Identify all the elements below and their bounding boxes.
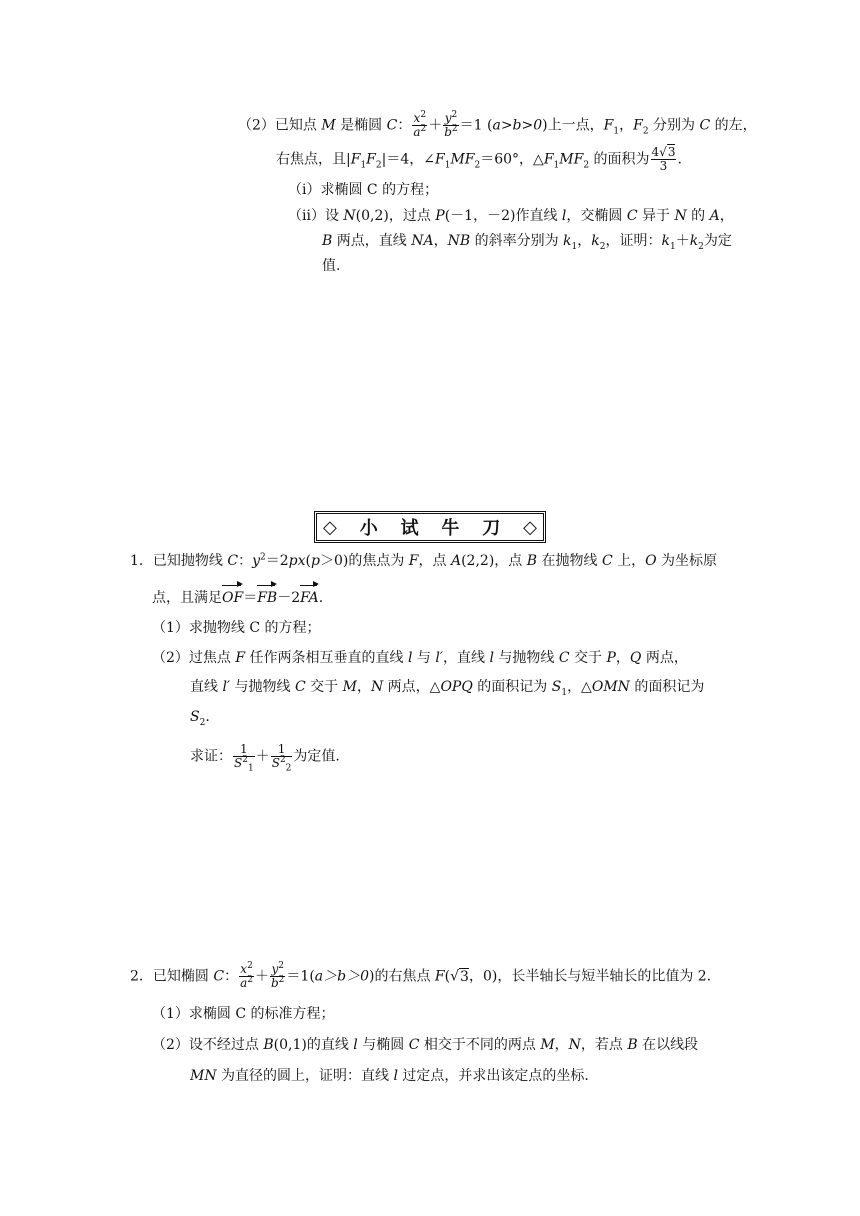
math-var: MN xyxy=(190,1068,217,1084)
diamond-icon: ◇ xyxy=(323,516,337,538)
text: ＝60°，△ xyxy=(480,151,544,168)
text: ＝1( xyxy=(286,968,315,985)
text: 任作两条相互垂直的直线 xyxy=(245,650,408,666)
math-var: S xyxy=(190,709,200,725)
math-var: l xyxy=(353,1037,358,1053)
math-var: F xyxy=(235,650,246,666)
text: ＝ xyxy=(243,590,258,606)
text: (－1，－2)作直线 xyxy=(444,208,562,224)
text: 的左， xyxy=(710,117,757,134)
math-var: N xyxy=(674,208,687,224)
radicand: 3 xyxy=(667,145,676,159)
text: ，点 xyxy=(418,553,451,569)
subscript: 1 xyxy=(571,241,578,252)
text: ， xyxy=(356,679,371,695)
exponent: 2 xyxy=(278,975,285,985)
text: ( xyxy=(444,968,451,985)
heading-char: 小 xyxy=(359,518,378,539)
math-var: P xyxy=(435,208,445,224)
text: 的 xyxy=(686,208,710,224)
exponent: 2 xyxy=(247,975,253,985)
math-var: C xyxy=(295,679,306,695)
exponent: 2 xyxy=(278,961,284,971)
math-var: a>b>0 xyxy=(492,117,543,134)
math-var: B xyxy=(263,1037,274,1053)
fraction-1-S2sq xyxy=(271,742,293,774)
math-var: k xyxy=(661,233,670,249)
heading-char: 刀 xyxy=(482,518,501,539)
math-var: l xyxy=(489,650,494,666)
math-var: x xyxy=(413,111,421,125)
math-var: F xyxy=(434,151,445,168)
math-var: NB xyxy=(447,233,471,249)
math-var: N xyxy=(370,679,384,695)
text: ，交椭圆 xyxy=(566,208,627,224)
math-var: MF xyxy=(559,151,584,168)
q1-sub2-line1 xyxy=(152,648,688,668)
text: 在以线段 xyxy=(637,1037,699,1053)
part2-sub1 xyxy=(288,180,438,200)
q2-sub2-line2 xyxy=(190,1066,589,1086)
heading-char: 试 xyxy=(400,518,419,539)
text: ，△ xyxy=(567,679,592,695)
text: 已知抛物线 xyxy=(152,553,228,569)
text: ， xyxy=(719,208,734,224)
text: )的右焦点 xyxy=(369,968,435,985)
exponent: 2 xyxy=(420,124,427,134)
text: ＝1 ( xyxy=(459,117,493,134)
subscript: 1 xyxy=(553,160,560,171)
math-var: C xyxy=(626,208,638,224)
text: 交于 xyxy=(569,650,607,666)
math-var: N xyxy=(343,208,356,224)
text: 两点，直线 xyxy=(332,233,412,249)
text: ，证明： xyxy=(605,233,662,249)
text: ( xyxy=(305,553,311,569)
subscript: 2 xyxy=(474,160,481,171)
text: (0,1)的直线 xyxy=(273,1037,354,1053)
subscript: 2 xyxy=(698,241,704,252)
math-var: l′ xyxy=(222,679,231,695)
math-var: A xyxy=(709,208,720,224)
text: 已知椭圆 xyxy=(152,968,214,985)
text: ： xyxy=(224,968,239,985)
math-var: l xyxy=(561,208,567,224)
math-var: C xyxy=(699,117,711,134)
math-var: y xyxy=(444,111,452,125)
text: 分别为 xyxy=(648,117,700,134)
math-var: a xyxy=(413,125,421,139)
q2-line1: 2．已知椭圆 C： $\frac{x^2}{a^2}$ ＋ $\frac{y^2}{b^2}$ ＝1(a＞b＞0)的右焦点 F(√3，0)，长半轴长与短半轴长的比值为 2. xyxy=(130,961,712,990)
subscript: 1 xyxy=(561,687,568,698)
text: ， xyxy=(433,233,448,249)
text: ， xyxy=(577,233,592,249)
math-var: y xyxy=(271,962,279,976)
math-var: N xyxy=(568,1037,581,1053)
text: （ⅱ）设 xyxy=(288,208,344,224)
text: . xyxy=(677,151,682,168)
q1-sub2-line3 xyxy=(190,707,210,727)
text: ， xyxy=(619,117,634,134)
fraction-1-S1sq xyxy=(233,742,255,774)
math-var: M xyxy=(540,1037,555,1053)
text: （1）求椭圆 C 的标准方程； xyxy=(152,1006,335,1022)
math-var: OMN xyxy=(591,679,630,695)
q2-sub1 xyxy=(152,1004,335,1024)
text: 的面积记为 xyxy=(629,679,705,695)
math-var: C xyxy=(386,117,398,134)
text: 为定值. xyxy=(293,748,340,765)
section-heading xyxy=(314,511,546,543)
math-var: B xyxy=(526,553,538,569)
q1-line1 xyxy=(130,551,717,571)
math-var: C xyxy=(213,968,225,985)
part2-sub2-line2 xyxy=(322,231,732,251)
math-var: k xyxy=(591,233,600,249)
text: 与椭圆 xyxy=(357,1037,409,1053)
text: ， xyxy=(615,650,630,666)
subscript: 2 xyxy=(199,717,206,728)
math-var: MF xyxy=(450,151,475,168)
fraction-x2-a2 xyxy=(239,963,254,990)
text: ＋ xyxy=(254,968,269,985)
math-var: C xyxy=(601,553,613,569)
math-var: px xyxy=(288,553,306,569)
math-var: p xyxy=(311,553,320,569)
math-var: k xyxy=(689,233,699,249)
text: 异于 xyxy=(637,208,675,224)
numerator: 1 xyxy=(233,743,255,757)
part2-line1 xyxy=(238,112,757,139)
text: （2）设不经过点 xyxy=(152,1037,264,1053)
math-var: F xyxy=(603,117,614,134)
subscript: 1 xyxy=(247,763,254,774)
math-var: l′ xyxy=(435,650,444,666)
denominator: 3 xyxy=(659,159,668,173)
math-var: NA xyxy=(411,233,434,249)
math-var: F xyxy=(366,151,376,168)
text: 的面积为 xyxy=(589,151,650,168)
math-var: b xyxy=(444,125,452,139)
math-var: OPQ xyxy=(440,679,473,695)
exponent: 2 xyxy=(451,110,458,120)
text: ＋ xyxy=(675,233,690,249)
diamond-icon: ◇ xyxy=(523,516,537,538)
text: －2 xyxy=(277,590,301,606)
fraction-y2-b2 xyxy=(270,963,285,990)
text: ＋ xyxy=(255,748,270,765)
math-var: l xyxy=(407,650,413,666)
item-number: 1． xyxy=(130,553,153,569)
exponent: 2 xyxy=(279,755,286,765)
item-number: 2． xyxy=(130,968,153,985)
text: . xyxy=(205,709,210,725)
text: 过定点，并求出该定点的坐标. xyxy=(397,1068,589,1084)
text: 为直径的圆上，证明：直线 xyxy=(216,1068,394,1084)
text: )上一点， xyxy=(542,117,604,134)
math-var: C xyxy=(558,650,570,666)
text: 与抛物线 xyxy=(230,679,296,695)
text: 上， xyxy=(612,553,646,569)
q2-sub2-line1 xyxy=(152,1035,698,1055)
text: ＋ xyxy=(428,117,443,134)
text: ： xyxy=(238,553,253,569)
math-var: F xyxy=(633,117,643,134)
text: ，若点 xyxy=(580,1037,628,1053)
math-var: S xyxy=(234,756,243,770)
subscript: 2 xyxy=(599,241,606,252)
text: 右焦点，且| xyxy=(276,151,351,168)
text: 在抛物线 xyxy=(537,553,602,569)
math-var: F xyxy=(408,553,419,569)
text: 求证： xyxy=(190,748,232,765)
subscript: 2 xyxy=(642,126,649,137)
math-var: b xyxy=(270,976,279,990)
math-var: k xyxy=(563,233,572,249)
text: 与 xyxy=(412,650,436,666)
subscript: 1 xyxy=(613,126,620,137)
part2-sub2-line3 xyxy=(322,256,340,276)
exponent: 2 xyxy=(451,124,458,134)
exponent: 2 xyxy=(420,110,427,120)
text: （1）求抛物线 C 的方程； xyxy=(152,620,321,636)
text: ： xyxy=(397,117,412,134)
text: 与抛物线 xyxy=(493,650,559,666)
text: ，0)，长半轴长与短半轴长的比值为 2. xyxy=(468,968,712,985)
text: 为定 xyxy=(703,233,732,249)
text: （ⅰ）求椭圆 C 的方程； xyxy=(288,182,439,198)
math-var: O xyxy=(645,553,657,569)
part2-line2 xyxy=(276,146,682,173)
math-var: P xyxy=(606,650,616,666)
text: ，直线 xyxy=(443,650,490,666)
q1-sub2-line4 xyxy=(190,742,340,774)
math-var: F xyxy=(543,151,554,168)
math-var: S xyxy=(271,756,280,770)
subscript: 1 xyxy=(360,160,367,171)
vector-FB: FB xyxy=(257,590,278,606)
vector-OF: OF xyxy=(222,590,244,606)
math-var: y xyxy=(252,553,261,569)
text: ＞0)的焦点为 xyxy=(319,553,409,569)
fraction-y2-b2 xyxy=(443,112,458,139)
text: 交于 xyxy=(305,679,343,695)
math-var: A xyxy=(450,553,462,569)
text: |＝4，∠ xyxy=(381,151,435,168)
math-var: B xyxy=(627,1037,638,1053)
text: 的面积记为 xyxy=(472,679,552,695)
fraction-4sqrt3-3: $\frac{4√3}{3}$ xyxy=(651,145,676,173)
item-number: （2） xyxy=(238,117,275,134)
text: ＝2 xyxy=(265,553,289,569)
text: 两点， xyxy=(641,650,688,666)
numerator: 4 xyxy=(651,145,660,159)
text: 为坐标原 xyxy=(656,553,718,569)
part2-sub2-line1 xyxy=(288,206,734,226)
text: 相交于不同的两点 xyxy=(419,1037,541,1053)
subscript: 1 xyxy=(669,241,676,252)
text: （2）过焦点 xyxy=(152,650,236,666)
text: . xyxy=(318,590,324,606)
radicand: 3 xyxy=(460,968,469,985)
exponent: 2 xyxy=(247,961,253,971)
math-var: x xyxy=(240,962,248,976)
fraction-x2-a2 xyxy=(412,112,427,139)
math-var: F xyxy=(350,151,361,168)
q1-sub2-line2 xyxy=(190,677,704,697)
math-var: a xyxy=(240,976,248,990)
math-var: M xyxy=(342,679,357,695)
math-var: M xyxy=(321,117,336,134)
q1-line2 xyxy=(152,588,323,608)
math-var: Q xyxy=(629,650,642,666)
text: 值. xyxy=(322,258,341,274)
exponent: 2 xyxy=(242,755,248,765)
math-var: S xyxy=(551,679,562,695)
numerator: 1 xyxy=(271,743,293,757)
heading-char: 牛 xyxy=(441,518,460,539)
math-var: F xyxy=(434,968,445,985)
math-var: C xyxy=(227,553,239,569)
text: 已知点 xyxy=(274,117,322,134)
subscript: 2 xyxy=(375,160,382,171)
math-var: l xyxy=(393,1068,398,1084)
subscript: 2 xyxy=(583,160,590,171)
math-var: C xyxy=(408,1037,420,1053)
text: (2,2)，点 xyxy=(461,553,527,569)
text: 直线 xyxy=(190,679,223,695)
math-var: a＞b＞0 xyxy=(314,968,369,985)
text: ， xyxy=(554,1037,569,1053)
text: 的斜率分别为 xyxy=(470,233,564,249)
vector-FA: FA xyxy=(300,590,319,606)
text: (0,2)，过点 xyxy=(355,208,436,224)
subscript: 2 xyxy=(285,763,292,774)
text: 点，且满足 xyxy=(152,590,222,606)
exponent: 2 xyxy=(260,552,266,563)
text: 两点，△ xyxy=(383,679,441,695)
text: 是椭圆 xyxy=(335,117,387,134)
subscript: 1 xyxy=(444,160,451,171)
q1-sub1 xyxy=(152,618,321,638)
math-var: B xyxy=(322,233,333,249)
